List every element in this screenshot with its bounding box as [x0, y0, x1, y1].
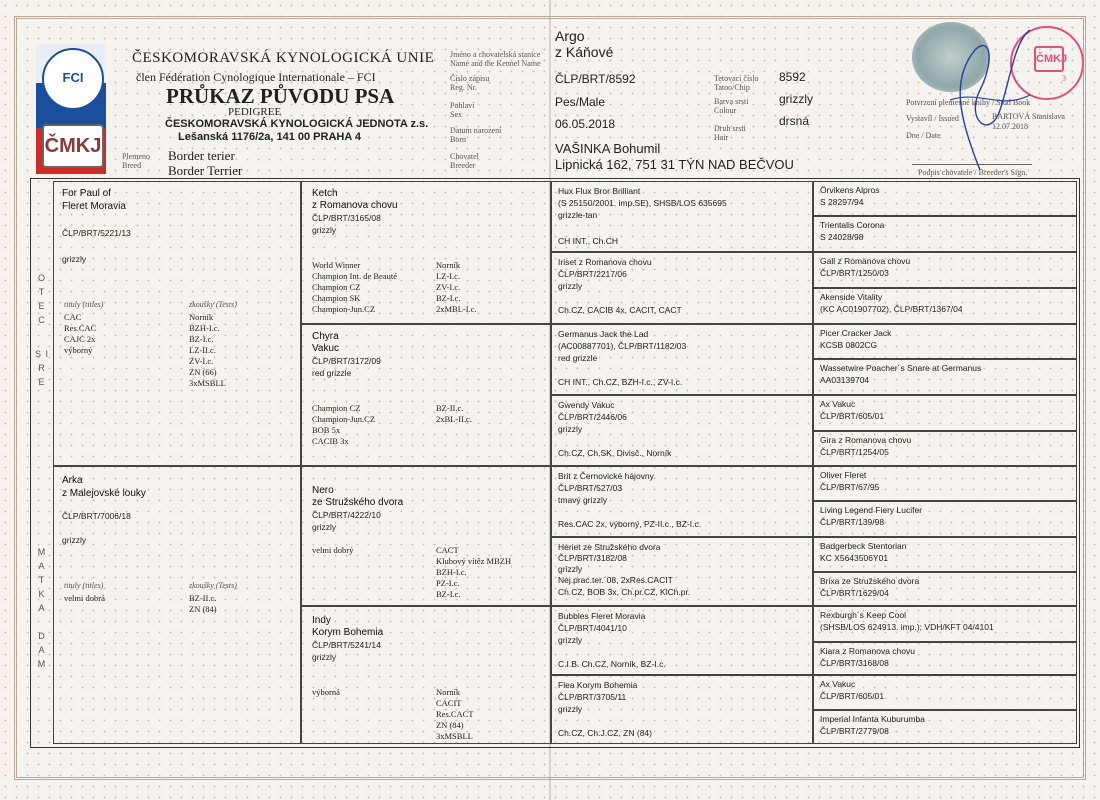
studbook-label: Potvrzení plemenné knihy / Stud Book	[906, 98, 1031, 107]
pedigree-text: ČLP/BRT/3182/08	[558, 553, 627, 563]
pedigree-text: Hux Flux Bror Brilliant	[558, 186, 641, 196]
pedigree-text: M A T K A	[37, 547, 50, 613]
g4-cell-4	[813, 288, 1077, 324]
pedigree-text: ČLP/BRT/3705/11	[558, 692, 627, 702]
pedigree-text: Trientalis Corona	[820, 220, 885, 230]
g4-cell-16	[813, 710, 1077, 744]
breed-club-stamp: ČMKJ	[1010, 26, 1084, 100]
pedigree-text: 2xMBL-I.c.	[436, 304, 477, 314]
pedigree-text: Champion-Jun.CZ	[312, 414, 376, 424]
handwritten-signature	[920, 20, 1040, 180]
pedigree-text: ČLP/BRT/605/01	[820, 411, 885, 421]
chip-value: 8592	[779, 70, 806, 84]
pedigree-text: ZN (66)	[189, 367, 217, 377]
pedigree-text: BZ-II.c.	[436, 403, 464, 413]
pedigree-text: grizzly	[312, 652, 337, 662]
pedigree-text: grizzly	[558, 704, 583, 714]
pedigree-text: grizzle-tan	[558, 210, 598, 220]
pedigree-text: ČLP/BRT/3172/09	[312, 356, 381, 366]
pedigree-text: Res.CACT	[436, 709, 474, 719]
pedigree-text: ČLP/BRT/5241/14	[312, 640, 381, 650]
sex-label: Pohlaví Sex	[450, 101, 475, 119]
pedigree-text: grizzly	[558, 424, 583, 434]
issued-by: BARTOVÁ Stanislava	[992, 112, 1065, 121]
g3-cell-4	[551, 395, 813, 466]
dog-name: Argo	[555, 28, 585, 44]
pedigree-text: D A M	[37, 631, 50, 669]
pedigree-text: (KC AC01907702), ČLP/BRT/1367/04	[820, 304, 963, 314]
pedigree-text: ČLP/BRT/1254/05	[820, 447, 889, 457]
name-label: Jméno a chovatelská stanice Name and the Kennel Name	[450, 50, 541, 68]
pedigree-text: Brixa ze Stružského dvora	[820, 576, 920, 586]
pedigree-text: BZH-I.c.	[436, 567, 467, 577]
pedigree-text: Oliver Fleret	[820, 470, 867, 480]
sire-cell	[53, 181, 301, 466]
pedigree-text: Gwendy Vakuc	[558, 400, 615, 410]
pedigree-text: Ch.CZ, BOB 3x, Ch.pr.CZ, KlCh.pr.	[558, 587, 691, 597]
pedigree-text: CACIT	[436, 698, 462, 708]
kennel-name: z Káňové	[555, 44, 614, 60]
sire-dam-cell	[301, 324, 551, 466]
chip-label: Tetovací číslo Tatoo/Chip	[714, 74, 759, 92]
pedigree-text: Champion Int. de Beauté	[312, 271, 397, 281]
pedigree-text: Akenside Vitality	[820, 292, 883, 302]
pedigree-text: ZN (84)	[436, 720, 464, 730]
breed-english: Border Terrier	[168, 163, 243, 178]
pedigree-text: LZ-I.c.	[436, 271, 461, 281]
pedigree-text: tituly (titles)	[64, 581, 104, 590]
pedigree-text: ČLP/BRT/1250/03	[820, 268, 889, 278]
g4-cell-6	[813, 359, 1077, 395]
pedigree-text: ČLP/BRT/605/01	[820, 691, 885, 701]
pedigree-text: Klubový vítěz MBZH	[436, 556, 512, 566]
pedigree-text: Vakuc	[312, 343, 340, 354]
g4-cell-2	[813, 216, 1077, 252]
pedigree-text: LZ-II.c.	[189, 345, 216, 355]
pedigree-text: grizzly	[62, 254, 87, 264]
g4-cell-5	[813, 324, 1077, 359]
pedigree-text: Gall z Romanova chovu	[820, 256, 911, 266]
pedigree-text: z Romanova chovu	[312, 200, 398, 211]
regno-label: Číslo zápisu Reg. Nr.	[450, 74, 490, 92]
g3-cell-7	[551, 606, 813, 675]
pedigree-text: grizzly	[558, 635, 583, 645]
pedigree-text: Flea Korym Bohemia	[558, 680, 638, 690]
fci-emblem: FCI	[42, 48, 104, 110]
breeder-label: Chovatel Breeder	[450, 152, 479, 170]
fci-cmkj-logo	[36, 44, 106, 174]
pedigree-text: ZV-I.c.	[436, 282, 461, 292]
pedigree-text: World Winner	[312, 260, 361, 270]
pedigree-text: ČLP/BRT/1629/04	[820, 588, 889, 598]
pedigree-text: Ketch	[312, 188, 338, 199]
pedigree-text: Ch.CZ, Ch.SK, Divisč., Norník	[558, 448, 672, 458]
birth-date: 06.05.2018	[555, 117, 616, 131]
pedigree-text: ze Stružského dvora	[312, 497, 404, 508]
org-name: ČESKOMORAVSKÁ KYNOLOGICKÁ UNIE	[132, 50, 435, 66]
g4-cell-1	[813, 181, 1077, 216]
pedigree-text: Norník	[436, 260, 461, 270]
pedigree-text: zkoušky (Tests)	[189, 581, 237, 590]
breed-label: Plemeno Breed	[122, 152, 150, 170]
hair-label: Druh srsti Hair	[714, 124, 746, 142]
pedigree-text: ČLP/BRT/2217/06	[558, 269, 627, 279]
g4-cell-7	[813, 395, 1077, 431]
pedigree-text: grizzly	[62, 535, 87, 545]
pedigree-text: Kiara z Romanova chovu	[820, 646, 915, 656]
pedigree-text: (S 25150/2001. imp.SE), SHSB/LOS 635695	[558, 198, 727, 208]
g4-cell-12	[813, 572, 1077, 606]
pedigree-text: Korym Bohemia	[312, 627, 384, 638]
pedigree-text: S 24028/98	[820, 232, 864, 242]
pedigree-text: O T E C	[37, 273, 50, 325]
pedigree-text: CACT	[436, 545, 459, 555]
pedigree-text: ČLP/BRT/7006/18	[62, 511, 131, 521]
sire-sire-cell	[301, 181, 551, 324]
breeder-address: Lipnická 162, 751 31 TÝN NAD BEČVOU	[555, 157, 794, 172]
pedigree-text: grizzly	[312, 522, 337, 532]
pedigree-text: CH INT., Ch.CH	[558, 236, 618, 246]
g4-cell-9	[813, 466, 1077, 501]
pedigree-text: Ax Vakuc	[820, 399, 856, 409]
pedigree-text: ČLP/BRT/139/98	[820, 517, 885, 527]
pedigree-text: S I R E	[35, 349, 53, 387]
pedigree-text: ČLP/BRT/5221/13	[62, 228, 131, 238]
pedigree-text: 3xMSBLL	[436, 731, 473, 741]
g3-cell-1	[551, 181, 813, 252]
dam-side-label-en	[35, 629, 49, 671]
pedigree-text: Brit z Černovické hájovny	[558, 471, 654, 481]
dam-cell	[53, 466, 301, 744]
pedigree-text: ČLP/BRT/2446/06	[558, 412, 627, 422]
pedigree-text: ZN (84)	[189, 604, 217, 614]
pedigree-text: Living Legend Fiery Lucifer	[820, 505, 923, 515]
dam-side-label-cz	[35, 545, 49, 615]
pedigree-text: tituly (titles)	[64, 300, 104, 309]
pedigree-text: (SHSB/LOS 624913. imp.); VDH/KFT 04/4101	[820, 622, 994, 632]
pedigree-text: For Paul of	[62, 188, 111, 199]
pedigree-text: ČLP/BRT/3165/08	[312, 213, 381, 223]
pedigree-text: Chyra	[312, 331, 339, 342]
pedigree-text: PZ-I.c.	[436, 578, 460, 588]
pedigree-text: Bubbles Fleret Moravia	[558, 611, 646, 621]
pedigree-text: Iriset z Romanova chovu	[558, 257, 652, 267]
pedigree-text: KC X5643506Y01	[820, 553, 889, 563]
pedigree-text: Champion CZ	[312, 403, 361, 413]
pedigree-text: Nej.prac.ter.´08, 2xRes.CACIT	[558, 575, 673, 585]
issue-date: 12.07.2018	[992, 122, 1028, 131]
pedigree-text: Gira z Romanova chovu	[820, 435, 912, 445]
breeder-name: VAŠINKA Bohumil	[555, 141, 661, 156]
pedigree-text: Örvikens Alpros	[820, 185, 880, 195]
pedigree-text: Norník	[189, 312, 214, 322]
g4-cell-15	[813, 675, 1077, 710]
pedigree-text: ČLP/BRT/2779/08	[820, 726, 889, 736]
pedigree-text: ČLP/BRT/3168/08	[820, 658, 889, 668]
pedigree-text: zkoušky (Tests)	[189, 300, 237, 309]
pedigree-text: Ax Vakuc	[820, 679, 856, 689]
issuer-name: ČESKOMORAVSKÁ KYNOLOGICKÁ JEDNOTA z.s.	[165, 118, 429, 130]
pedigree-text: Champion-Jun.CZ	[312, 304, 376, 314]
g4-cell-13	[813, 606, 1077, 642]
pedigree-text: tmavý grizzly	[558, 495, 608, 505]
issued-label: Vystavil / Issued	[906, 114, 959, 123]
pedigree-text: Germanus Jack the Lad	[558, 329, 649, 339]
sire-side-label-cz	[35, 271, 49, 327]
pedigree-text: Indy	[312, 615, 331, 626]
pedigree-text: Heriet ze Stružského dvora	[558, 542, 661, 552]
pedigree-text: ČLP/BRT/4041/10	[558, 623, 627, 633]
g3-cell-8	[551, 675, 813, 744]
g4-cell-10	[813, 501, 1077, 537]
pedigree-text: grizzly	[558, 281, 583, 291]
pedigree-text: z Malejovské louky	[62, 488, 146, 499]
pedigree-text: red grizzle	[312, 368, 352, 378]
g4-cell-3	[813, 252, 1077, 288]
document-title: PRŮKAZ PŮVODU PSA	[166, 84, 395, 108]
pedigree-text: Ch.CZ, CACIB 4x, CACIT, CACT	[558, 305, 682, 315]
pedigree-text: (AC00887701), ČLP/BRT/1182/03	[558, 341, 687, 351]
pedigree-text: BZ-II.c.	[189, 593, 217, 603]
pedigree-text: Res.CAC	[64, 323, 97, 333]
pedigree-text: Imperial Infanta Kuburumba	[820, 714, 925, 724]
pedigree-text: C.I.B. Ch.CZ, Norník, BZ-I.c.	[558, 659, 666, 669]
pedigree-text: BOB 5x	[312, 425, 341, 435]
colour-label: Barva srsti Colour	[714, 97, 749, 115]
pedigree-text: CACIB 3x	[312, 436, 349, 446]
g4-cell-11	[813, 537, 1077, 572]
pedigree-text: CAJC 2x	[64, 334, 96, 344]
dam-sire-cell	[301, 466, 551, 606]
pedigree-text: CAC	[64, 312, 82, 322]
pedigree-text: KCSB 0802CG	[820, 340, 878, 350]
dam-dam-cell	[301, 606, 551, 744]
g3-cell-5	[551, 466, 813, 537]
reg-number: ČLP/BRT/8592	[555, 72, 636, 86]
g3-cell-6	[551, 537, 813, 606]
pedigree-text: Fleret Moravia	[62, 201, 126, 212]
pedigree-text: 3xMSBLL	[189, 378, 226, 388]
pedigree-text: Rexburgh´s Keep Cool	[820, 610, 906, 620]
issuer-address: Lešanská 1176/2a, 141 00 PRAHA 4	[178, 131, 362, 143]
pedigree-text: Badgerbeck Stentorian	[820, 541, 907, 551]
pedigree-text: 2xBL-II.c.	[436, 414, 472, 424]
pedigree-text: grizzly	[558, 564, 583, 574]
pedigree-text: S 28297/94	[820, 197, 864, 207]
pedigree-text: CH INT., Ch.CZ, BZH-I.c., ZV-I.c.	[558, 377, 683, 387]
pedigree-text: Res.CAC 2x, výborný, PZ-II.c., BZ-I.c.	[558, 519, 702, 529]
pedigree-text: ZV-I.c.	[189, 356, 214, 366]
pedigree-text: ČLP/BRT/67/95	[820, 482, 880, 492]
pedigree-text: Ch.CZ, Ch.J.CZ, ZN (84)	[558, 728, 652, 738]
document-subtitle: PEDIGREE	[228, 106, 282, 118]
pedigree-text: BZ-I.c.	[189, 334, 214, 344]
pedigree-text: Nero	[312, 485, 334, 496]
pedigree-text: velmi dobrý	[312, 545, 354, 555]
pedigree-text: red grizzle	[558, 353, 598, 363]
pedigree-text: Arka	[62, 475, 83, 486]
pedigree-text: Champion SK	[312, 293, 361, 303]
pedigree-text: ČLP/BRT/4222/10	[312, 510, 381, 520]
g4-cell-14	[813, 642, 1077, 675]
pedigree-text: výborný	[64, 345, 93, 355]
breed-czech: Border terier	[168, 148, 235, 163]
pedigree-text: výborná	[312, 687, 340, 697]
pedigree-text: Champion CZ	[312, 282, 361, 292]
colour-value: grizzly	[779, 92, 814, 106]
pedigree-text: Wassetwire Poacher´s Snare at Germanus	[820, 363, 982, 373]
pedigree-text: Norník	[436, 687, 461, 697]
cmkj-emblem: ČMKJ	[42, 124, 104, 168]
pedigree-table	[30, 178, 1080, 748]
born-label: Datum narození Born	[450, 126, 502, 144]
pedigree-text: BZ-I.c.	[436, 293, 461, 303]
pedigree-text: grizzly	[312, 225, 337, 235]
g3-cell-3	[551, 324, 813, 395]
sex-value: Pes/Male	[555, 95, 606, 109]
breeder-sign-label: Podpis chovatele / Breeder's Sign.	[918, 168, 1028, 177]
pedigree-text: AA03139704	[820, 375, 870, 385]
pedigree-text: BZ-I.c.	[436, 589, 461, 599]
fci-member-line: člen Fédération Cynologique Internationale – FCI	[136, 70, 376, 84]
sire-side-label-en	[35, 347, 53, 389]
pedigree-text: ČLP/BRT/527/03	[558, 483, 623, 493]
pedigree-text: velmi dobrá	[64, 593, 105, 603]
g3-cell-2	[551, 252, 813, 324]
pedigree-text: Picer Cracker Jack	[820, 328, 892, 338]
g4-cell-8	[813, 431, 1077, 466]
date-label: Dne / Date	[906, 131, 941, 140]
stamp-number: 3	[1062, 74, 1066, 83]
pedigree-text: BZH-I.c.	[189, 323, 220, 333]
hair-value: drsná	[779, 114, 810, 128]
